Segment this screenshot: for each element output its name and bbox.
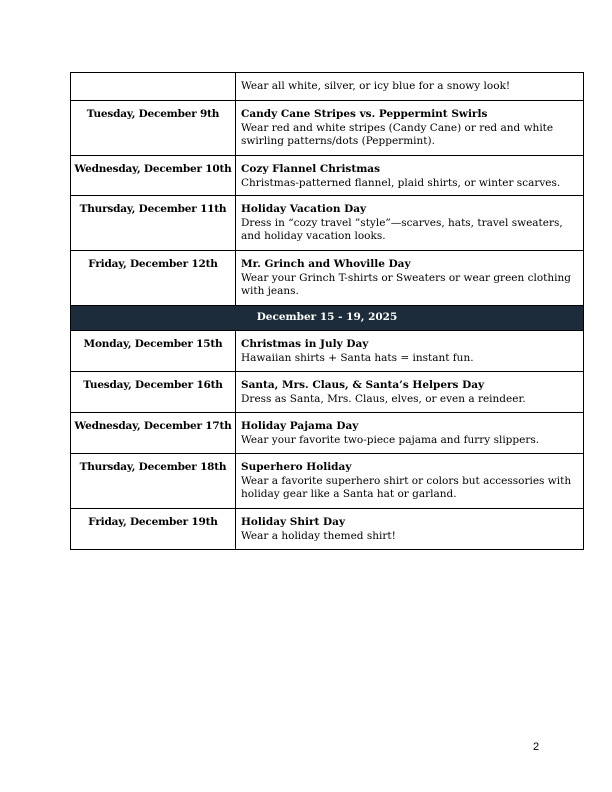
week-banner-row: [71, 306, 584, 331]
day-cell: Tuesday, December 9th: [71, 101, 236, 156]
row-theme: Cozy Flannel Christmas: [241, 163, 381, 175]
row-details: Wear your favorite two-piece pajama and furry slippers.: [241, 433, 540, 446]
table-row: [71, 196, 584, 251]
table-row: [71, 372, 584, 413]
row-details: Wear all white, silver, or icy blue for a snowy look!: [241, 80, 511, 92]
row-theme: Holiday Pajama Day: [241, 420, 359, 432]
row-theme: Holiday Shirt Day: [241, 516, 346, 528]
details-cell: [236, 372, 584, 413]
row-theme: Superhero Holiday: [241, 461, 352, 473]
row-theme: Mr. Grinch and Whoville Day: [241, 258, 411, 270]
page-number: 2: [533, 741, 540, 753]
table-row: [71, 454, 584, 509]
table-row: [71, 156, 584, 196]
row-details: Hawaiian shirts + Santa hats = instant fun.: [241, 351, 474, 364]
table-row: [71, 413, 584, 454]
table-row: [71, 331, 584, 372]
table-row: [71, 73, 584, 101]
row-theme: Christmas in July Day: [241, 338, 369, 350]
day-cell: Wednesday, December 17th: [71, 413, 236, 454]
row-details: Dress as Santa, Mrs. Claus, elves, or even a reindeer.: [241, 392, 526, 405]
details-cell: [236, 331, 584, 372]
row-details: Wear your Grinch T-shirts or Sweaters or wear green clothing with jeans.: [241, 271, 571, 297]
day-cell: Tuesday, December 16th: [71, 372, 236, 413]
row-theme: Santa, Mrs. Claus, & Santa’s Helpers Day: [241, 379, 485, 391]
details-cell: [236, 73, 584, 101]
day-cell-empty: [71, 73, 236, 101]
details-cell: [236, 251, 584, 306]
row-details: Wear red and white stripes (Candy Cane) or red and white swirling patterns/dots (Peppermint).: [241, 121, 554, 147]
details-cell: [236, 156, 584, 196]
row-details: Wear a holiday themed shirt!: [241, 529, 396, 542]
details-cell: [236, 196, 584, 251]
details-cell: [236, 509, 584, 550]
table-row: [71, 101, 584, 156]
day-cell: Friday, December 12th: [71, 251, 236, 306]
row-details: Dress in “cozy travel ”style”—scarves, hats, travel sweaters, and holiday vacation looks.: [241, 216, 563, 242]
spirit-week-table: [70, 72, 584, 550]
details-cell: [236, 101, 584, 156]
week-banner: December 15 - 19, 2025: [71, 306, 584, 331]
details-cell: [236, 454, 584, 509]
day-cell: Friday, December 19th: [71, 509, 236, 550]
row-theme: Candy Cane Stripes vs. Peppermint Swirls: [241, 108, 488, 120]
day-cell: Monday, December 15th: [71, 331, 236, 372]
details-cell: [236, 413, 584, 454]
row-theme: Holiday Vacation Day: [241, 203, 367, 215]
day-cell: Thursday, December 11th: [71, 196, 236, 251]
table-row: [71, 251, 584, 306]
row-details: Wear a favorite superhero shirt or colors but accessories with holiday gear like a Santa hat or garland.: [241, 474, 572, 500]
row-details: Christmas-patterned flannel, plaid shirts, or winter scarves.: [241, 176, 561, 189]
day-cell: Wednesday, December 10th: [71, 156, 236, 196]
day-cell: Thursday, December 18th: [71, 454, 236, 509]
table-row: [71, 509, 584, 550]
